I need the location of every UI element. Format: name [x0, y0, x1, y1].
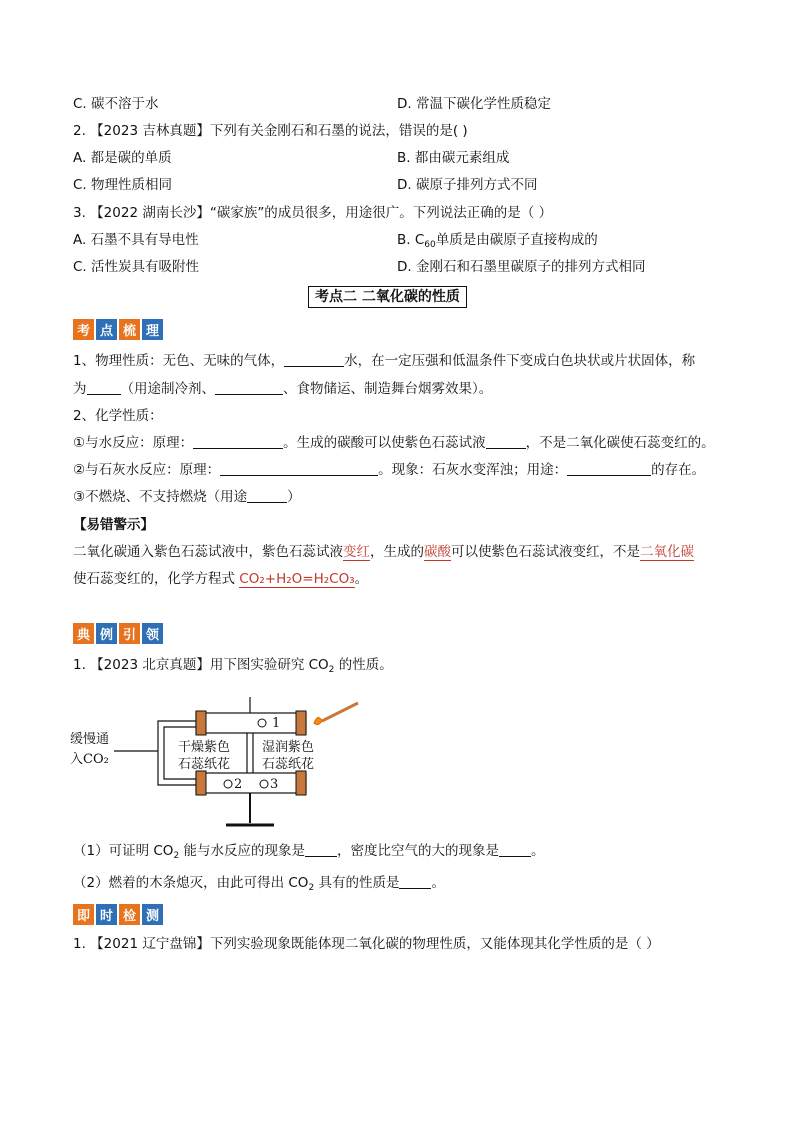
- notes-physical-line2: [73, 380, 492, 398]
- inlet-label-line2: 入CO₂: [70, 752, 109, 767]
- answer-blank[interactable]: [567, 461, 651, 476]
- q2-option-a: A. 都是碳的单质: [73, 150, 172, 166]
- badge-char: 点: [96, 319, 117, 340]
- q3-option-b-suffix: 单质是由碳原子直接构成的: [435, 232, 598, 248]
- example-stem: [73, 656, 393, 679]
- text: 使石蕊变红的，化学方程式: [73, 571, 240, 587]
- q3-stem: 3. 【2022 湖南长沙】“碳家族”的成员很多，用途很广。下列说法正确的是（ ）: [73, 205, 553, 221]
- badge-char: 时: [96, 904, 117, 925]
- q3-option-b-prefix: B. C: [397, 232, 425, 248]
- subscript: 2: [173, 851, 180, 861]
- answer-blank[interactable]: [499, 842, 531, 857]
- bottom-tube: [196, 773, 306, 793]
- text: （2）燃着的木条熄灭，由此可得出 CO: [73, 875, 309, 891]
- text: 。生成的碳酸可以使紫色石蕊试液: [283, 435, 486, 451]
- q1-option-c: C. 碳不溶于水: [73, 96, 159, 112]
- text: 可以使紫色石蕊试液变红，不是: [451, 544, 640, 560]
- warning-line2: [73, 570, 368, 588]
- wet-flower-label-line1: 湿润紫色: [262, 740, 315, 755]
- badge-char: 理: [142, 319, 163, 340]
- badge-char: 例: [96, 623, 117, 644]
- inlet-label-line1: 缓慢通: [70, 732, 110, 747]
- q2-option-d: D. 碳原子排列方式不同: [397, 177, 538, 193]
- flame-icon: [314, 717, 322, 724]
- bottom-right-stopper: [296, 771, 306, 795]
- q3-option-b-subscript: 60: [424, 240, 436, 250]
- q3-option-c: C. 活性炭具有吸附性: [73, 259, 200, 275]
- notes-combustion: [73, 488, 301, 506]
- wooden-stick: [322, 703, 358, 721]
- notes-water-reaction: [73, 434, 715, 452]
- text: 具有的性质是: [314, 875, 400, 891]
- example-question-1: [73, 842, 544, 865]
- text: （用途制冷剂、: [120, 381, 215, 397]
- text: 能与水反应的现象是: [179, 843, 305, 859]
- text: 。现象：石灰水变浑浊；用途：: [378, 462, 568, 478]
- text: 1. 【2023 北京真题】用下图实验研究 CO: [73, 657, 329, 673]
- text: 。: [530, 843, 545, 859]
- q2-option-b: B. 都由碳元素组成: [397, 150, 510, 166]
- text: ③不燃烧、不支持燃烧（用途: [73, 489, 248, 505]
- text: ，不是二氧化碳使石蕊变红的。: [525, 435, 715, 451]
- subscript: 2: [328, 665, 335, 675]
- highlight-text: 二氧化碳: [640, 544, 694, 560]
- highlight-text: 变红: [343, 544, 370, 560]
- text: （1）可证明 CO: [73, 843, 174, 859]
- warning-line1: [73, 543, 694, 561]
- q1-option-d: D. 常温下碳化学性质稳定: [397, 96, 551, 112]
- badge-char: 即: [73, 904, 94, 925]
- flower-number-3: 3: [270, 777, 279, 792]
- badge-char: 测: [142, 904, 163, 925]
- text: 的存在。: [651, 462, 706, 478]
- badge-quick-check: [73, 904, 163, 925]
- chemical-equation: CO₂+H₂O=H₂CO₃: [239, 571, 355, 587]
- answer-blank[interactable]: [284, 352, 344, 367]
- text: ，密度比空气的大的现象是: [336, 843, 499, 859]
- q3-option-d: D. 金刚石和石墨里碳原子的排列方式相同: [397, 259, 646, 275]
- flower-number-2: 2: [234, 777, 243, 792]
- text: 的性质。: [334, 657, 393, 673]
- bottom-left-stopper: [196, 771, 206, 795]
- notes-physical-line1: [73, 352, 695, 370]
- answer-blank[interactable]: [215, 380, 283, 395]
- answer-blank[interactable]: [193, 434, 283, 449]
- answer-blank[interactable]: [87, 380, 121, 395]
- subscript: 2: [308, 883, 315, 893]
- answer-blank[interactable]: [220, 461, 378, 476]
- section-title: 考点二 二氧化碳的性质: [308, 286, 467, 308]
- badge-char: 梳: [119, 319, 140, 340]
- flower-number-1: 1: [272, 716, 281, 731]
- highlight-text: 碳酸: [424, 544, 451, 560]
- top-tube: [196, 713, 306, 733]
- badge-char: 典: [73, 623, 94, 644]
- text: 。: [354, 571, 369, 587]
- text: 二氧化碳通入紫色石蕊试液中，紫色石蕊试液: [73, 544, 343, 560]
- top-left-stopper: [196, 711, 206, 735]
- wet-flower-label-line2: 石蕊纸花: [262, 757, 315, 772]
- text: 水，在一定压强和低温条件下变成白色块状或片状固体，称: [344, 353, 696, 369]
- text: 。: [431, 875, 445, 891]
- q3-option-b: [397, 231, 598, 254]
- notes-chemical-heading: 2、化学性质：: [73, 408, 163, 424]
- answer-blank[interactable]: [486, 434, 526, 449]
- answer-blank[interactable]: [305, 842, 337, 857]
- text: ）: [287, 489, 301, 505]
- q3-option-a: A. 石墨不具有导电性: [73, 232, 199, 248]
- example-question-2: [73, 874, 445, 897]
- text: ①与水反应：原理：: [73, 435, 194, 451]
- badge-char: 领: [142, 623, 163, 644]
- badge-char: 检: [119, 904, 140, 925]
- check-question-1: 1. 【2021 辽宁盘锦】下列实验现象既能体现二氧化碳的物理性质，又能体现其化学性质的是（ ）: [73, 936, 660, 952]
- notes-limewater-reaction: [73, 461, 705, 479]
- q2-stem: 2. 【2023 吉林真题】下列有关金刚石和石墨的说法，错误的是( ): [73, 123, 468, 139]
- q2-option-c: C. 物理性质相同: [73, 177, 173, 193]
- badge-key-points: [73, 319, 163, 340]
- answer-blank[interactable]: [399, 874, 431, 889]
- top-right-stopper: [296, 711, 306, 735]
- dry-flower-label-line2: 石蕊纸花: [178, 757, 231, 772]
- warning-title: 【易错警示】: [73, 517, 154, 533]
- text: 1、物理性质：无色、无味的气体，: [73, 353, 285, 369]
- badge-char: 引: [119, 623, 140, 644]
- text: 为: [73, 381, 87, 397]
- dry-flower-label-line1: 干燥紫色: [178, 740, 231, 755]
- badge-char: 考: [73, 319, 94, 340]
- badge-examples: [73, 623, 163, 644]
- text: 、食物储运、制造舞台烟雾效果）。: [283, 381, 493, 397]
- text: ，生成的: [370, 544, 424, 560]
- experiment-diagram: [66, 685, 366, 835]
- answer-blank[interactable]: [247, 488, 287, 503]
- text: ②与石灰水反应：原理：: [73, 462, 221, 478]
